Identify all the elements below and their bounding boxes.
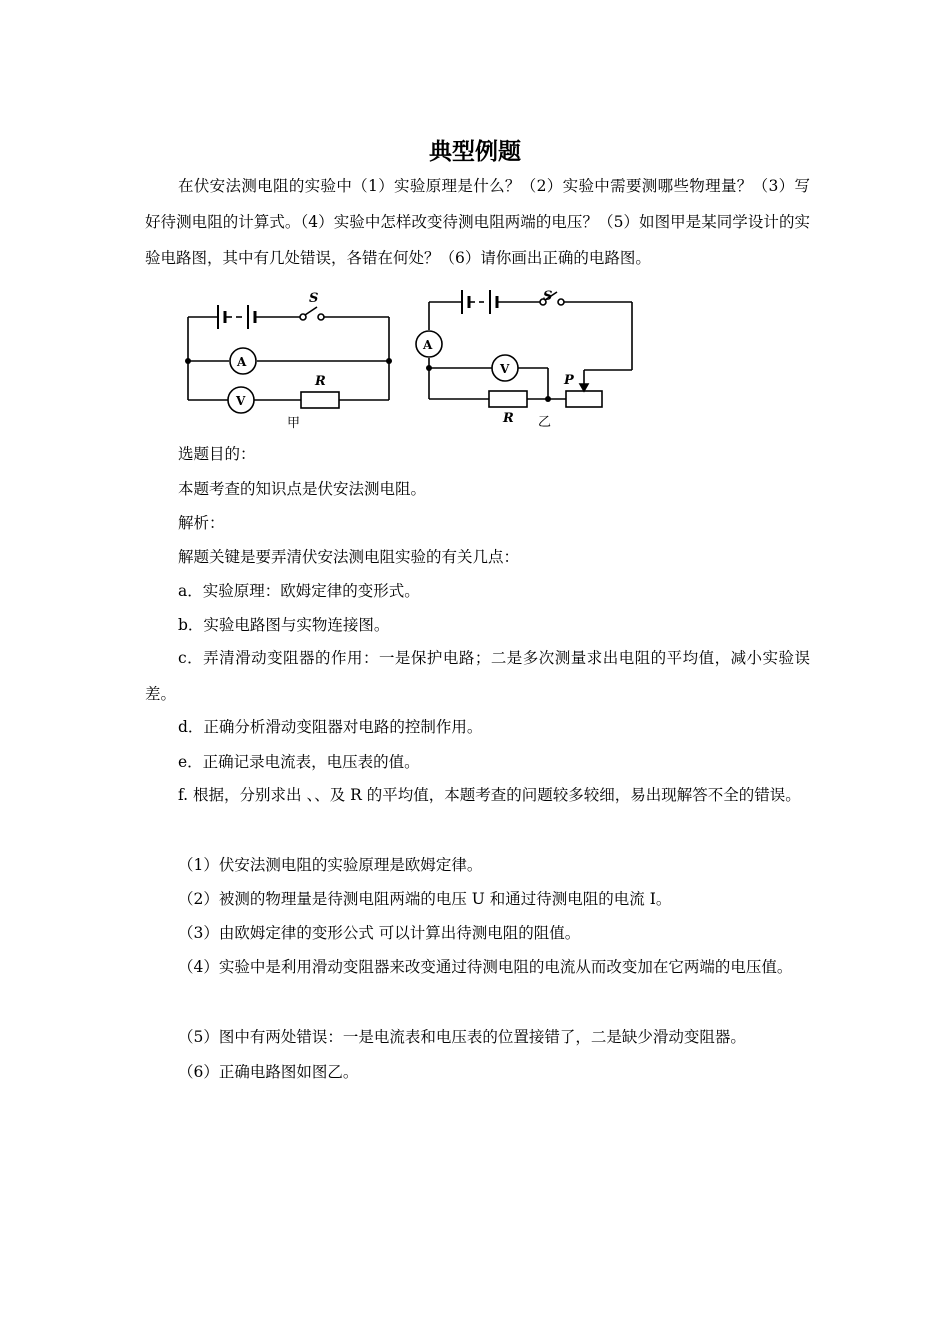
answer-1: （1）伏安法测电阻的实验原理是欧姆定律。 [178,856,483,874]
point-d: d．正确分析滑动变阻器对电路的控制作用。 [178,718,483,736]
yi-slider-label: P [564,373,574,388]
figure-caption-yi: 乙 [538,415,552,430]
answer-5: （5）图中有两处错误：一是电流表和电压表的位置接错了，二是缺少滑动变阻器。 [178,1028,746,1046]
point-e: e．正确记录电流表，电压表的值。 [178,753,420,771]
answer-3: （3）由欧姆定律的变形公式 可以计算出待测电阻的阻值。 [178,924,581,942]
point-b: b．实验电路图与实物连接图。 [178,616,390,634]
question-paragraph: 在伏安法测电阻的实验中（1）实验原理是什么？（2）实验中需要测哪些物理量？（3）写好待测电阻的计算式。（4）实验中怎样改变待测电阻两端的电压？（5）如图甲是某同学设计的实验电路图，其中有几处错误，各错在何处？（6）请你画出正确的电路图。 [145,177,810,267]
answer-4: （4）实验中是利用滑动变阻器来改变通过待测电阻的电流从而改变加在它两端的电压值。 [178,958,793,976]
jia-resistor-label: R [315,374,326,389]
point-a: a．实验原理：欧姆定律的变形式。 [178,582,420,600]
page-title: 典型例题 [429,139,521,165]
circuit-figures [175,285,645,435]
yi-switch-label: S [543,289,553,304]
jia-voltmeter-label: V [236,394,246,408]
point-c: c．弄清滑动变阻器的作用：一是保护电路；二是多次测量求出电阻的平均值，减小实验误差。 [145,649,810,703]
figure-caption-jia: 甲 [287,416,301,431]
jia-ammeter-label: A [237,355,247,369]
yi-ammeter-label: A [423,338,433,352]
analysis-intro: 解题关键是要弄清伏安法测电阻实验的有关几点： [178,548,520,566]
purpose-heading: 选题目的： [178,445,256,463]
purpose-text: 本题考查的知识点是伏安法测电阻。 [178,480,427,498]
point-f: f. 根据，分别求出 、、及 R 的平均值，本题考查的问题较多较细，易出现解答不全的错误。 [178,786,801,804]
answer-6: （6）正确电路图如图乙。 [178,1063,359,1081]
yi-voltmeter-label: V [500,362,510,376]
answer-2: （2）被测的物理量是待测电阻两端的电压 U 和通过待测电阻的电流 I。 [178,890,672,908]
analysis-heading: 解析： [178,514,225,532]
jia-switch-label: S [309,291,319,306]
circuit-diagram-yi [416,290,632,407]
circuit-diagram-jia [188,305,389,413]
yi-resistor-label: R [503,411,514,426]
